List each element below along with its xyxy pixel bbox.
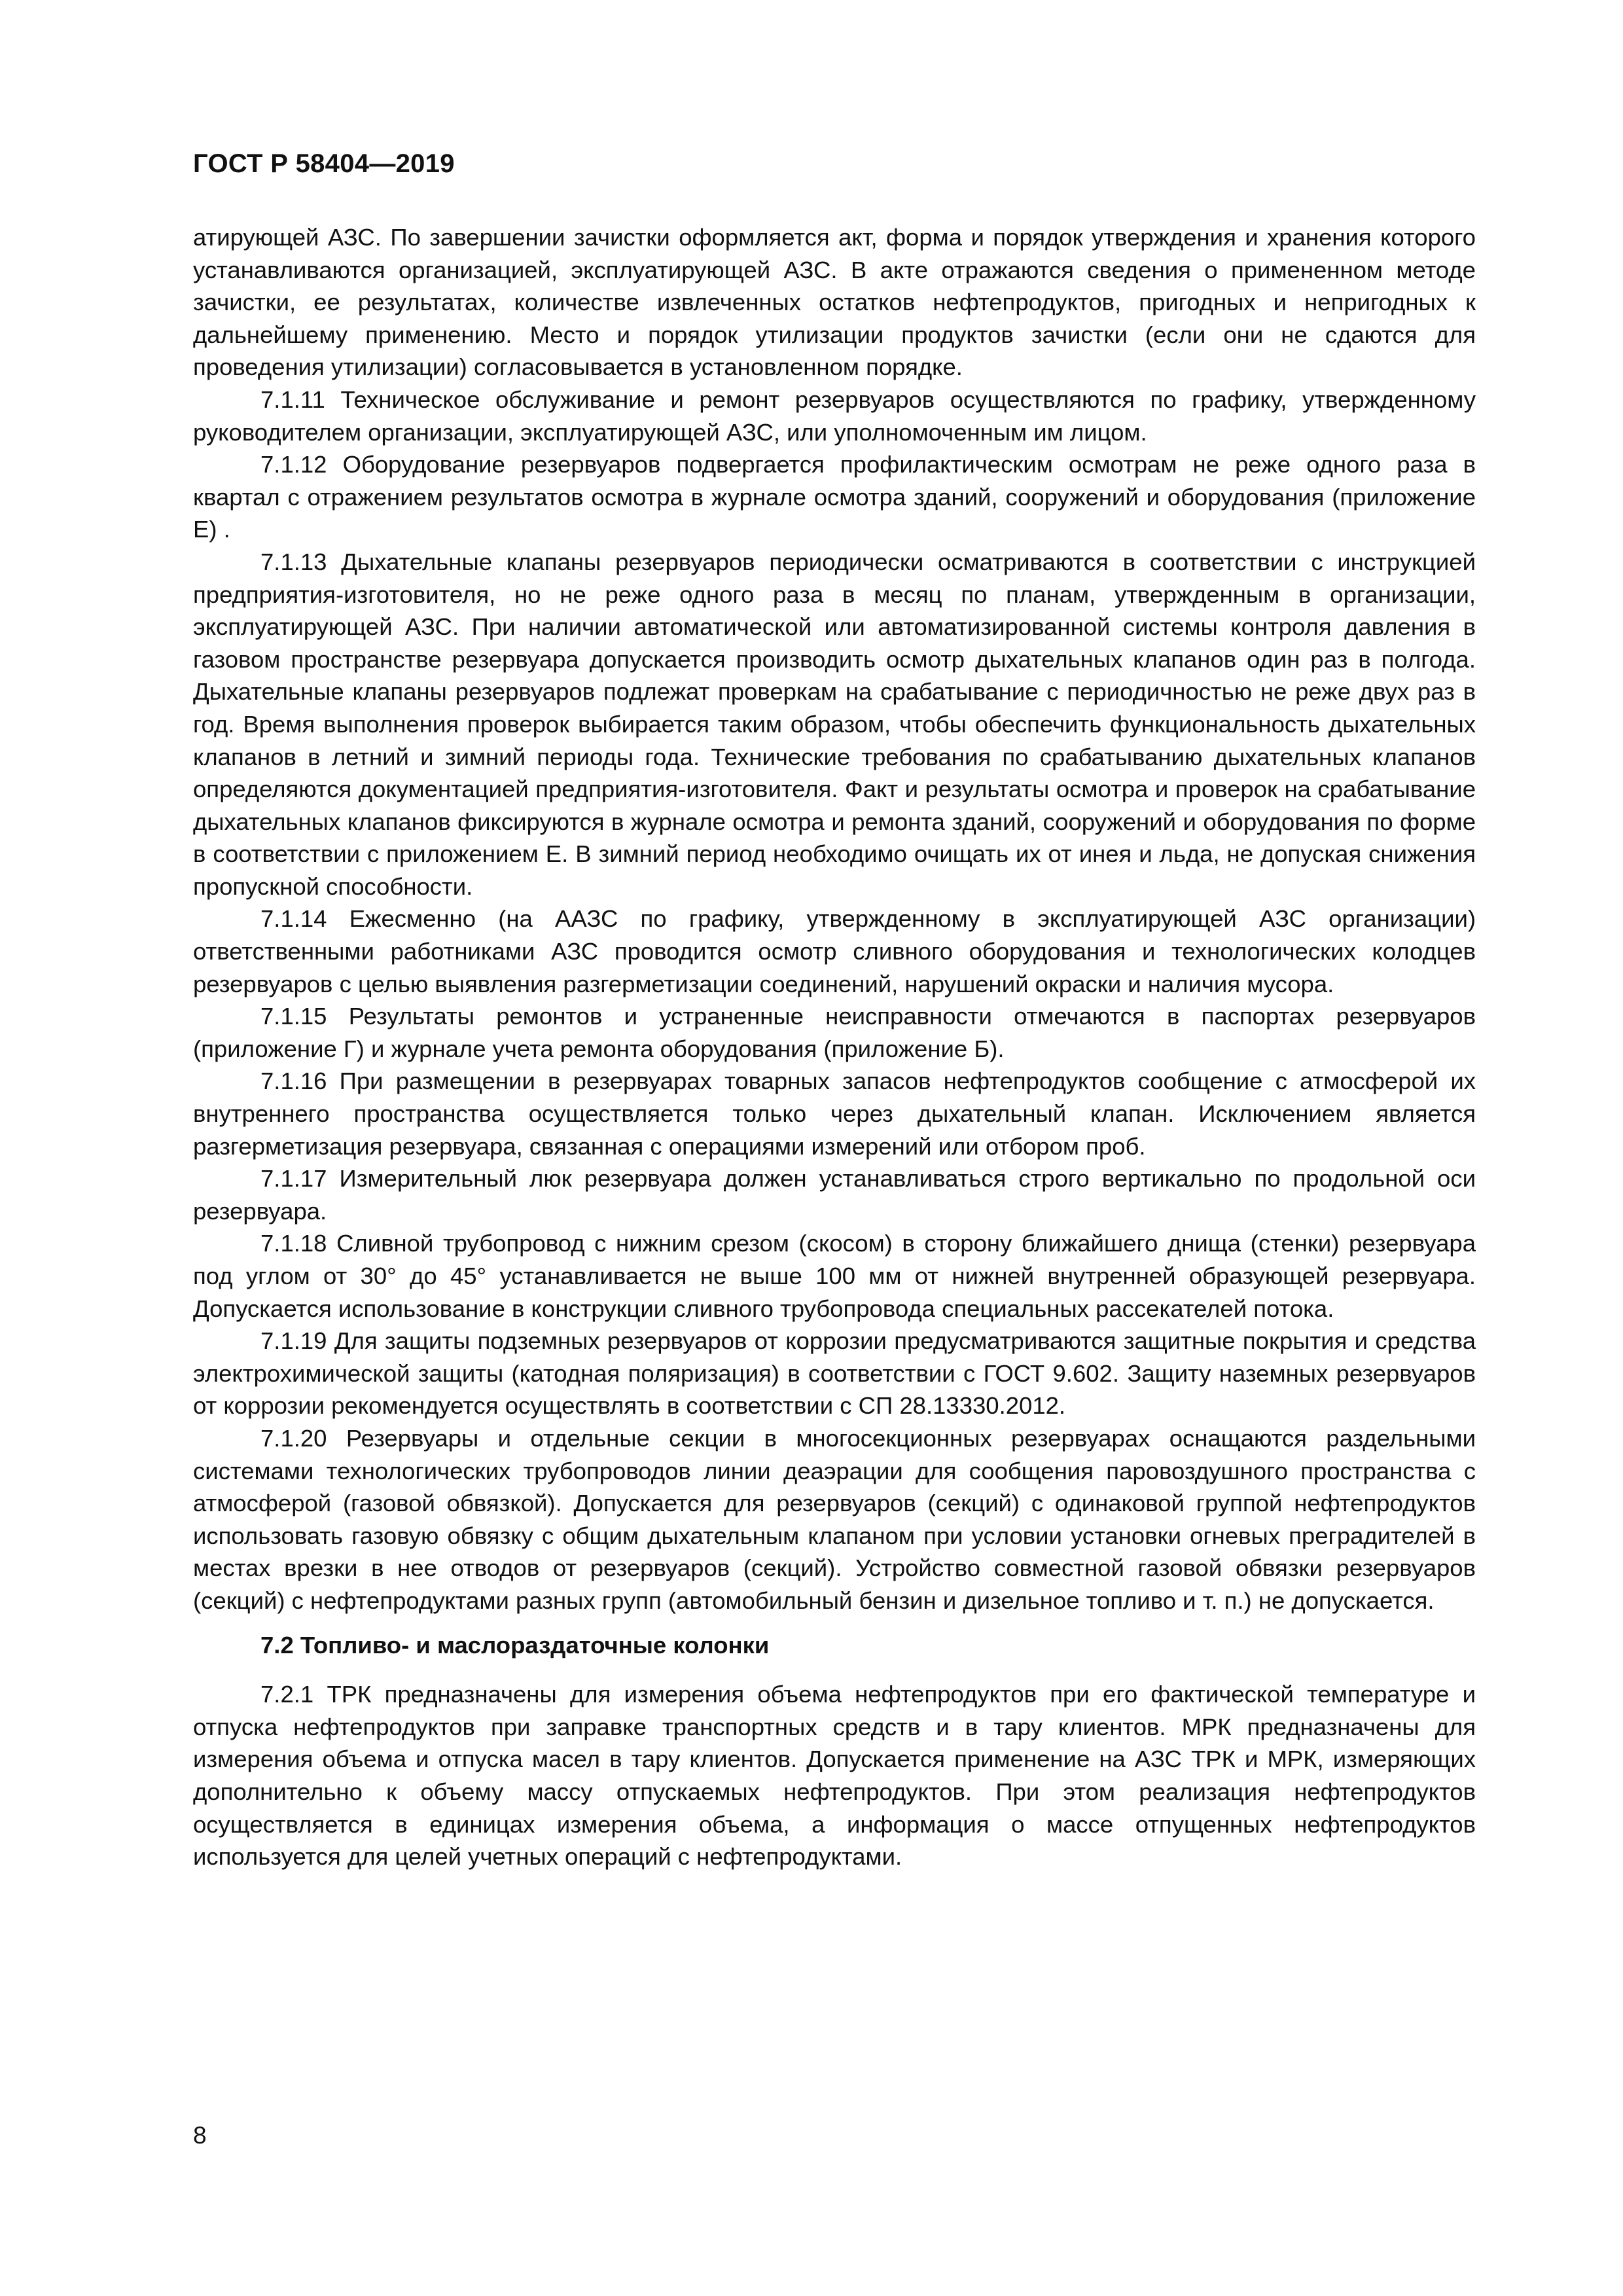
clause-7-2-1: 7.2.1 ТРК предназначены для измерения объема нефтепродуктов при его фактической температуре и отпуска нефтепродуктов при заправке транспортных средств и в тару клиентов. МРК предназначены для измерения объема и отпуска масел в тару клиентов. Допускается применение на АЗС ТРК и МРК, измеряющих дополнительно к объему массу отпускаемых нефтепродуктов. При этом реализация нефтепродуктов осуществляется в единицах измерения объема, а информация о массе отпущенных нефтепродуктов используется для целей учетных операций с нефтепродуктами.	[193, 1681, 1476, 1871]
section-heading-7-2: 7.2 Топливо- и маслораздаточные колонки	[260, 1631, 770, 1659]
document-header: ГОСТ Р 58404—2019	[193, 149, 455, 178]
page-number: 8	[193, 2122, 207, 2149]
clause-7-1-12: 7.1.12 Оборудование резервуаров подвергается профилактическим осмотрам не реже одного раза в квартал с отражением результатов осмотра в журнале осмотра зданий, сооружений и оборудования (приложение Е) .	[193, 451, 1476, 543]
clause-7-1-20: 7.1.20 Резервуары и отдельные секции в многосекционных резервуарах оснащаются раздельными системами технологических трубопроводов линии деаэрации для сообщения паровоздушного пространства с атмосферой (газовой обвязкой). Допускается для резервуаров (секций) с одинаковой группой нефтепродуктов использовать газовую обвязку с общим дыхательным клапаном при условии установки огневых преградителей в местах врезки в нее отводов от резервуаров (секций). Устройство совместной газовой обвязки резервуаров (секций) с нефтепродуктами разных групп (автомобильный бензин и дизельное топливо и т. п.) не допускается.	[193, 1424, 1476, 1614]
clause-7-1-13: 7.1.13 Дыхательные клапаны резервуаров периодически осматриваются в соответствии с инструкцией предприятия-изготовителя, но не реже одного раза в месяц по планам, утвержденным в организации, эксплуатирующей АЗС. При наличии автоматической или автоматизированной системы контроля давления в газовом пространстве резервуара допускается производить осмотр дыхательных клапанов один раз в полгода. Дыхательные клапаны резервуаров подлежат проверкам на срабатывание с периодичностью не реже двух раз в год. Время выполнения проверок выбирается таким образом, чтобы обеспечить функциональность дыхательных клапанов в летний и зимний периоды года. Технические требования по срабатыванию дыхательных клапанов определяются документацией предприятия-изготовителя. Факт и результаты осмотра и проверок на срабатывание дыхательных клапанов фиксируются в журнале осмотра и ремонта зданий, сооружений и оборудования по форме в соответствии с приложением Е. В зимний период необходимо очищать их от инея и льда, не допуская снижения пропускной способности.	[193, 548, 1476, 900]
clause-7-1-15: 7.1.15 Результаты ремонтов и устраненные неисправности отмечаются в паспортах резервуаров (приложение Г) и журнале учета ремонта оборудования (приложение Б).	[193, 1003, 1476, 1062]
clause-7-1-17: 7.1.17 Измерительный люк резервуара должен устанавливаться строго вертикально по продольной оси резервуара.	[193, 1165, 1476, 1225]
clause-7-1-19: 7.1.19 Для защиты подземных резервуаров от коррозии предусматриваются защитные покрытия и средства электрохимической защиты (катодная поляризация) в соответствии с ГОСТ 9.602. Защиту наземных резервуаров от коррозии рекомендуется осуществлять в соответствии с СП 28.13330.2012.	[193, 1327, 1476, 1420]
clause-7-1-14: 7.1.14 Ежесменно (на ААЗС по графику, утвержденному в эксплуатирующей АЗС организации) ответственными работниками АЗС проводится осмотр сливного оборудования и технологических колодцев резервуаров с целью выявления разгерметизации соединений, нарушений окраски и наличия мусора.	[193, 905, 1476, 997]
paragraph-continuation: атирующей АЗС. По завершении зачистки оформляется акт, форма и порядок утверждения и хранения которого устанавливаются организацией, эксплуатирующей АЗС. В акте отражаются сведения о примененном методе зачистки, ее результатах, количестве извлеченных остатков нефтепродуктов, пригодных и непригодных к дальнейшему применению. Место и порядок утилизации продуктов зачистки (если они не сдаются для проведения утилизации) согласовывается в установленном порядке.	[193, 224, 1476, 381]
clause-7-1-18: 7.1.18 Сливной трубопровод с нижним срезом (скосом) в сторону ближайшего днища (стенки) резервуара под углом от 30° до 45° устанавливается не выше 100 мм от нижней внутренней образующей резервуара. Допускается использование в конструкции сливного трубопровода специальных рассекателей потока.	[193, 1230, 1476, 1322]
document-body	[193, 221, 1476, 1873]
clause-7-1-16: 7.1.16 При размещении в резервуарах товарных запасов нефтепродуктов сообщение с атмосферой их внутреннего пространства осуществляется только через дыхательный клапан. Исключением является разгерметизация резервуара, связанная с операциями измерений или отбором проб.	[193, 1067, 1476, 1160]
clause-7-1-11: 7.1.11 Техническое обслуживание и ремонт резервуаров осуществляются по графику, утвержденному руководителем организации, эксплуатирующей АЗС, или уполномоченным им лицом.	[193, 386, 1476, 446]
